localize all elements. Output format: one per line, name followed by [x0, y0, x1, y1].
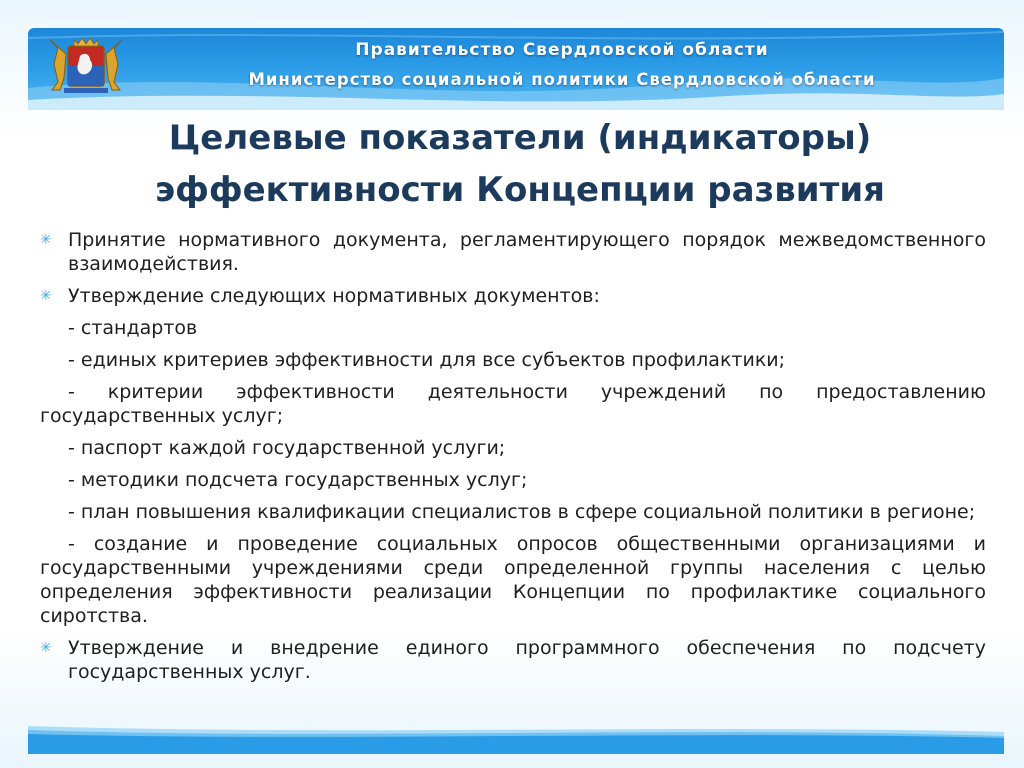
sub-item: - единых критериев эффективности для все субъектов профилактики;: [68, 349, 786, 371]
content-body: [40, 228, 986, 692]
sub-item: - критерии эффективности деятельности учреждений по предоставлению государственных услуг;: [40, 381, 986, 427]
page-title: [60, 112, 980, 216]
bullet-text: Принятие нормативного документа, регламентирующего порядок межведомственного взаимодействия.: [68, 229, 986, 275]
bullet-star-icon: ✳: [40, 232, 52, 248]
bullet-item: [40, 284, 986, 308]
sub-item: - стандартов: [68, 317, 198, 339]
sub-item: - методики подсчета государственных услуг;: [68, 469, 528, 491]
bullet-text: Утверждение следующих нормативных документов:: [68, 285, 600, 307]
ministry-name: Министерство социальной политики Свердловской области: [248, 70, 876, 89]
sub-item: - создание и проведение социальных опросов общественными организациями и государственными учреждениями среди определенной группы населения с целью определения эффективности реализации Концепции по профилактике социального сиротства.: [40, 533, 986, 627]
bullet-item: [40, 636, 986, 684]
bullet-star-icon: ✳: [40, 288, 52, 304]
sub-item: - план повышения квалификации специалистов в сфере социальной политики в регионе;: [68, 501, 976, 523]
page-title-line-2: эффективности Концепции развития: [155, 170, 885, 210]
bullet-item: [40, 228, 986, 276]
bullet-text: Утверждение и внедрение единого программного обеспечения по подсчету государственных услуг.: [68, 637, 986, 683]
footer-wave-decoration: [28, 726, 1004, 754]
bullet-star-icon: ✳: [40, 640, 52, 656]
sub-item: - паспорт каждой государственной услуги;: [68, 437, 506, 459]
government-name: Правительство Свердловской области: [355, 40, 769, 60]
page-title-line-1: Целевые показатели (индикаторы): [168, 118, 872, 158]
